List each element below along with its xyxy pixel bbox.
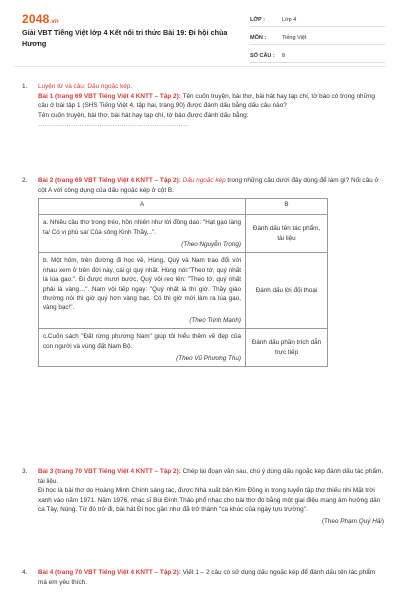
cell-a — [39, 253, 246, 329]
table-row — [39, 253, 328, 329]
source-author: Phạm Quý Hải — [340, 517, 382, 525]
logo-text: 2048 — [22, 12, 50, 26]
question-text — [38, 176, 384, 195]
answer-line: …………………………………………………………… — [38, 121, 190, 129]
question-head: Bài 2 (trang 69 VBT Tiếng Việt 4 KNTT – Tập 2): — [38, 177, 181, 184]
question-prompt: trong những câu dưới đây dùng để làm gì? Nối câu ở cột A với công dụng của dấu ngoặc kép ở cột B. — [38, 177, 379, 194]
table-header-row — [39, 199, 328, 215]
meta-value: Tiếng Việt — [282, 34, 307, 41]
cell-b[interactable]: Đánh dấu tên tác phẩm, tài liệu — [246, 215, 328, 253]
cell-b[interactable]: Đánh dấu lời đối thoại — [246, 253, 328, 329]
question-prompt: Tên cuốn truyện, bài thơ, bài hát hay tạp chí, tờ báo có trong những câu ở bài tập 1 (SHS Tiếng Việt 4, tập hai, trang 90) được đánh dấu bằng dấu câu nào? — [38, 92, 375, 110]
source-suffix: ) — [381, 517, 384, 525]
cell-a-source: (Theo Nguyễn Trọng) — [181, 241, 241, 248]
cell-b[interactable]: Đánh dấu phần trích dẫn trực tiếp — [246, 329, 328, 367]
question-head: Bài 1 (trang 69 VBT Tiếng Việt 4 KNTT – Tập 2): — [38, 92, 181, 100]
question-text — [38, 568, 384, 587]
meta-value: 8 — [282, 52, 286, 59]
cell-a-text: b. Một hôm, trên đường đi học về, Hùng, Quý và Nam trao đổi với nhau xem ở trên đời này, cái gì quý nhất. Hùng nói:"Theo tớ, quý nhất là lúa gạo.". Đi được mươi bước, Quý vội reo lên: "Theo tớ, quý nhất phải là vàng…". Nam vội tiếp ngay: "Quý nhất là thì giờ. Thầy giáo thường nói thì giờ quý hơn vàng bạc. Có thì giờ mới làm ra lúa gạo, vàng bạc!". — [43, 257, 241, 312]
column-b-header: B — [246, 199, 328, 215]
meta-row-count — [250, 49, 385, 63]
source-prefix: (Theo — [321, 517, 341, 525]
question-body — [38, 467, 384, 527]
cell-a-source: (Theo Vũ Phương Thu) — [176, 355, 241, 363]
meta-row-grade — [250, 13, 385, 27]
question-head: Bài 4 (trang 70 VBT Tiếng Việt 4 KNTT – Tập 2): — [38, 569, 181, 576]
matching-table — [38, 198, 328, 367]
question-body — [38, 82, 384, 130]
column-a-header: A — [39, 199, 246, 215]
question-number: 1. — [22, 83, 28, 90]
meta-row-subject — [250, 31, 385, 45]
question-2 — [22, 176, 384, 367]
section-heading: Luyện từ và câu: Dấu ngoặc kép. — [38, 83, 133, 90]
cell-a-text: a. Nhiều câu thơ trong tréo, hồn nhiên như lời đồng dao: "Hạt gạo làng ta/ Có vị phù sa/ Của sông Kinh Thầy,..". — [43, 219, 241, 236]
page-header — [0, 0, 400, 62]
question-text — [38, 92, 384, 111]
question-body — [38, 568, 384, 587]
question-prompt: Chép lại đoạn văn sau, chú ý dùng dấu ngoặc kép đánh dấu tác phẩm, tài liệu. — [38, 468, 384, 485]
question-prompt: Viết 1 – 2 câu có sử dụng dấu ngoặc kép để đánh dấu tên tác phẩm mà em yêu thích. — [38, 569, 376, 586]
logo-tld: .vn — [49, 19, 59, 25]
question-3 — [22, 467, 384, 527]
meta-label: LỚP : — [250, 16, 265, 23]
question-body — [38, 176, 384, 367]
meta-info — [250, 13, 385, 67]
cell-a-source: (Theo Trịnh Mạnh) — [189, 316, 241, 324]
meta-label: SỐ CÂU : — [250, 52, 275, 59]
document-title: Giải VBT Tiếng Việt lớp 4 Kết nối tri thức Bài 19: Đi hội chùa Hương — [22, 28, 228, 48]
cell-a — [39, 329, 246, 367]
question-head: Bài 3 (trang 70 VBT Tiếng Việt 4 KNTT – Tập 2): — [38, 468, 181, 475]
site-logo[interactable] — [22, 12, 59, 26]
question-italic: Dấu ngoặc kép — [182, 177, 226, 184]
paragraph-source — [38, 517, 384, 527]
question-number: 2. — [22, 177, 28, 184]
question-number: 4. — [22, 569, 28, 576]
meta-value: Lớp 4 — [282, 16, 297, 23]
question-text — [38, 467, 384, 486]
question-1 — [22, 82, 384, 130]
cell-a-text: c.Cuốn sách "Đất rừng phương Nam" giúp tôi hiểu thêm về đẹp của con người và vùng đất Nam Bộ. — [43, 333, 241, 350]
answer-prompt: Tên cuốn truyện, bài thơ, bài hát hay tạp chí, tờ báo được đánh dấu bằng: — [38, 111, 249, 119]
table-row — [39, 329, 328, 367]
meta-label: MÔN : — [250, 34, 267, 41]
cell-a — [39, 215, 246, 253]
question-4 — [22, 568, 384, 587]
quoted-paragraph: Đi học là bài thơ do Hoàng Minh Chính sáng tác, được Nhà xuất bản Kim Đồng in trong tuyển tập thơ thiếu nhi Mặt trời xanh vào năm 1971. Năm 1976, nhạc sĩ Bùi Đình Thảo phổ nhạc cho bài thơ đó bằng một giai điệu mang âm hưởng dân ca Tày, Nùng. Từ đó trở đi, bài hát Đi học gần như đã trở thành "ca khúc của ngày tựu trường". — [38, 487, 381, 514]
question-number: 3. — [22, 468, 28, 475]
header-divider — [14, 66, 386, 67]
table-row — [39, 215, 328, 253]
